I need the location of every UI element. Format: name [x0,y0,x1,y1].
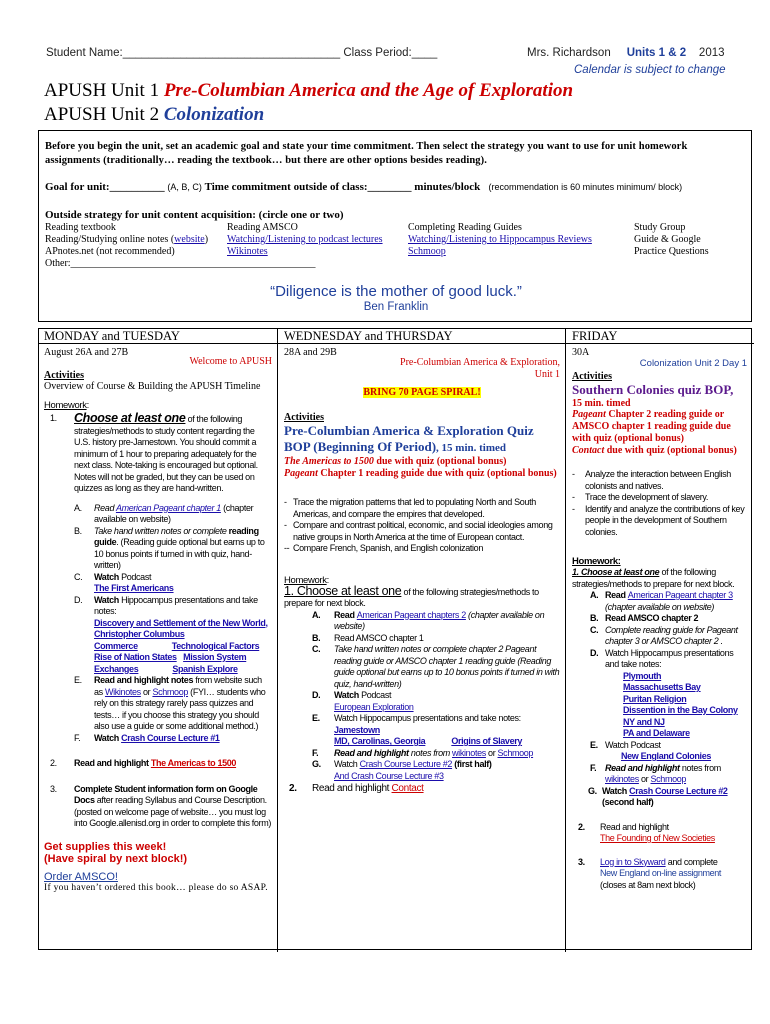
wed-activities-label: Activities [284,412,324,423]
strategy-other[interactable]: Other:_________________________________________________ [45,258,316,269]
wed-c-label: C. [312,644,321,654]
wed-origins-slavery-link[interactable]: Origins of Slavery [451,736,523,746]
goal-line [45,181,682,193]
fri-objective-2-text: Trace the development of slavery. [585,492,709,502]
wed-b-text: Read AMSCO chapter 1 [334,632,424,643]
wed-due-2-rest: Chapter 1 reading guide due with quiz (optional bonus) [317,468,557,479]
fri-due-1-title: Pageant [572,409,606,420]
mon-schmoop-link[interactable]: Schmoop [152,686,189,697]
fri-ny-nj-link[interactable]: NY and NJ [623,716,665,727]
mon-d-text: Hippocampus presentations and take notes: [94,594,258,616]
mon-tech-factors-link[interactable]: Technological Factors [171,640,260,651]
mon-crash-course-1-link[interactable]: Crash Course Lecture #1 [121,732,220,743]
wed-schmoop-link[interactable]: Schmoop [497,747,534,758]
fri-hippocampus-links [605,671,747,740]
teacher-line [527,47,725,59]
mon-spanish-explore-link[interactable]: Spanish Explore [172,663,238,674]
wed-contact-link[interactable]: Contact [391,783,424,794]
fri-topic: Colonization Unit 2 Day 1 [639,358,747,369]
fri-choose: 1. Choose at least one [572,567,660,577]
fri-a-rest: (chapter available on website) [605,601,715,612]
fri-objective-1: - Analyze the interaction between English colonists and natives. [572,469,731,491]
wed-e-label: E. [312,713,320,723]
monday-column: MONDAY and TUESDAY August 26A and 27B Welcome to APUSH Activities Overview of Course & Building the APUSH Timeline Homework: 1. Choose at least one of the following strategies/methods to study content regarding the U.S. history pre-Jamestown. You should commit a minimum of 1 hour to preparing adequately for the next class. Note-taking is encouraged but optional. Notes will not be graded, but they can be used on quizzes as long as they are hand-written. A. Read American Pageant chapter 1 (chapter available on website) B. Take hand written notes or complete reading guide. (Reading guide optional but earns up to 10 bonus points if turned in with quiz, hand-written) C. Watch Podcast The First Americans D. Watch Hippocampus presentations and take notes: Discovery and Settlement of the New World, Christopher Columbus Commerce Technological Factors Rise of Nation States Mission System Exchanges Spanish Explore E. Read and highlight notes from website such as Wikinotes or Schmoop (FYI… students who rely on this strategy rarely pass quizzes and tests… if you choose this strategy you should also use a guide or some additional method.) F. Watch Crash Course Lecture #1 2. Read and highlight The Americas to 1500 3. Complete Student information form on Google Docs after reading Syllabus and Course Description. (posted on welcome page of website… you must log into Google.allenisd.org in order to complete this form) Get supplies this week! (Have spiral by next block!) Order AMSCO! If you haven’t ordered this book… please do so ASAP. [44,329,272,893]
wed-objective-2: - Compare and contrast political, economic, and social ideologies among native groups in North America at the time of European contact. [284,520,553,542]
mon-hw1 [44,413,272,495]
wed-due-2 [284,468,560,480]
strategy-col-4 [634,222,709,258]
wed-d-text: Podcast [358,690,392,700]
fri-f-label: F. [590,762,597,773]
mon-b-text: Take hand written notes or complete [94,525,229,536]
wed-g-watch: Watch [334,759,360,769]
student-name-line: Student Name:__________________________________ Class Period:____ [46,47,438,59]
mon-pageant-ch1-link[interactable]: American Pageant chapter 1 [115,502,221,513]
mon-a-label: A. [74,502,82,513]
fri-e-text: Watch Podcast [605,739,661,750]
fri-hw1 [572,567,747,590]
fri-a-label: A. [590,590,599,600]
fri-crash-course-2-link[interactable]: Crash Course Lecture #2 [629,785,728,796]
friday-column [572,329,747,891]
mon-hw1-d [44,595,272,676]
wed-hw1-f [284,748,560,760]
strategy-heading: Outside strategy for unit content acquisition: (circle one or two) [45,209,344,221]
mon-americas-1500-link[interactable]: The Americas to 1500 [150,758,237,768]
wed-a-label: A. [312,609,321,620]
mon-nation-states-link[interactable]: Rise of Nation States [94,652,177,662]
online-notes-close: ) [204,234,209,245]
mon-hw1-a [44,503,272,526]
fri-homework-label: Homework: [572,556,621,567]
fri-objectives [572,469,747,538]
wed-hw1-g [284,759,560,782]
wed-b-label: B. [312,632,321,643]
wednesday-column: WEDNESDAY and THURSDAY 28A and 29B Pre-Columbian America & Exploration, Unit 1 BRING 70 PAGE SPIRAL! Activities Pre-Columbian America & Exploration Quiz BOP (Beginning Of Period), 15 min. timed The Americas to 1500 due with quiz (optional bonus) Pageant Chapter 1 reading guide due with quiz (optional bonus) - Trace the migration patterns that led to populating North and South Americas, and compare the empires that developed. - Compare and contrast political, economic, and social ideologies among native groups in North America at the time of European contact. -- Compare French, Spanish, and English colonization Homework: 1. Choose at least one of the following strategies/methods to prepare for next block. A. Read American Pageant chapters 2 (chapter available on website) B. Read AMSCO chapter 1 C. Take hand written notes or complete chapter 2 Pageant reading guide or AMSCO chapter 1 reading guide (Reading guide optional but earns up to 10 bonus points if turned in with quiz, hand-written) D. Watch Podcast European Exploration E. Watch Hippocampus presentations and take notes: Jamestown MD, Carolinas, Georgia Origins of Slavery F. Read and highlight notes from wikinotes or Schmoop G. Watch Crash Course Lecture #2 (first half) And Crash Course Lecture #3 2. Read and highlight Contact [284,329,560,794]
wed-quiz-time: , 15 min. timed [436,442,507,454]
fri-objective-1-text: Analyze the interaction between English colonists and natives. [585,469,731,491]
year: 2013 [698,47,725,59]
wed-f-label: F. [312,747,319,758]
fri-hw2-num: 2. [578,821,585,832]
fri-hw3-num: 3. [578,856,585,867]
fri-hw3-text: and complete [665,856,718,867]
mon-hw2 [44,758,272,770]
monday-activities-label: Activities [44,370,84,381]
podcast-lectures-link[interactable]: Watching/Listening to podcast lectures [227,234,383,245]
units-label: Units 1 & 2 [626,47,687,59]
wed-e-text: Watch Hippocampus presentations and take notes: [334,713,521,723]
wed-crash-course-3-link[interactable]: And Crash Course Lecture #3 [334,770,444,781]
fri-d-text: Watch Hippocampus presentations and take notes: [605,647,734,669]
wed-objectives [284,497,560,555]
supplies-notice: Get supplies this week! [44,840,167,853]
strategy-study-group[interactable]: Study Group [634,222,686,233]
wed-hw1-e [284,713,560,748]
quote: “Diligence is the mother of good luck.” [270,283,522,300]
wed-wikinotes-link[interactable]: wikinotes [452,747,486,758]
fri-mass-bay-link[interactable]: Massachusetts Bay [623,682,701,692]
wed-hw2-text: Read and highlight [312,783,392,794]
unit2-topic: Colonization [163,104,265,125]
fri-quiz-time: 15 min. timed [572,398,631,409]
fri-c-text: Complete reading guide for Pageant chapter 3 or AMSCO chapter 2 . [605,624,738,646]
wed-objective-3: -- Compare French, Spanish, and English colonization [284,543,483,553]
mon-hw1-rest: of the following strategies/methods to study content regarding the U.S. history pre-Jamestown. You should commit a minimum of 1 hour to preparing adequately for the next class. Note-taking is encouraged but optional. Notes will not be graded, but they can be used on quizzes as long as they are hand-written. [74,414,258,493]
online-notes-label: Reading/Studying online notes ( [45,234,175,245]
fri-b-text: Read AMSCO chapter 2 [605,613,699,623]
fri-objective-3-text: Identify and analyze the contributions of key people in the development of Southern colonies. [585,503,745,537]
mon-hw1-b [44,526,272,572]
welcome-text: Welcome to APUSH [189,356,272,367]
mon-e-label: E. [74,675,82,685]
fri-due-1 [572,409,747,445]
mon-hw3-bold: Complete Student information form on Google Docs [74,783,258,805]
fri-due-2-title: Contact [572,445,605,456]
goal-intro: Before you begin the unit, set an academic goal and state your time commitment. Then select the strategy you want to use for unit homework assignments (traditionally… reading the textbook… but there are other options besides reading). [45,141,688,166]
wed-objective-1-text: Trace the migration patterns that led to populating North and South Americas, and compare the empires that developed. [293,497,536,519]
wed-crash-course-2-link[interactable]: Crash Course Lecture #2 [359,759,453,769]
fri-d-label: D. [590,647,599,658]
goal-options: (A, B, C) [167,182,202,192]
wed-european-exploration-link[interactable]: European Exploration [334,701,414,712]
fri-hw1-b [572,613,747,625]
fri-wikinotes-link[interactable]: wikinotes [605,774,639,784]
fri-hw1-c [572,625,747,648]
quote-author: Ben Franklin [363,301,429,313]
fri-hw2 [572,822,747,845]
mon-d-label: D. [74,594,83,605]
fri-new-england-link[interactable]: New England Colonies [621,751,712,761]
fri-schmoop-link[interactable]: Schmoop [650,774,687,784]
wed-topic: Pre-Columbian America & Exploration, Unit 1 [400,357,560,380]
wed-due-1-rest: due with quiz (optional bonus) [373,456,507,467]
monday-homework-label: Homework [44,400,87,411]
fri-g-rest: (second half) [602,797,654,807]
wed-g-rest: (first half) [452,759,492,769]
mon-hw1-c [44,572,272,595]
fri-f-bold: Read and highlight [605,762,680,773]
wed-pageant-ch2-link[interactable]: American Pageant chapters 2 [356,609,466,620]
fri-hw1-d [572,648,747,740]
mon-f-watch: Watch [94,732,122,743]
strategy-guide-google[interactable]: Guide & Google [634,234,701,245]
fri-quiz-title: Southern Colonies quiz BOP, [572,382,734,397]
wed-d-label: D. [312,690,321,700]
page-title-unit2 [44,104,264,126]
strategy-reading-amsco[interactable]: Reading AMSCO [227,222,298,233]
wed-hw1-c [284,644,560,690]
fri-a-read: Read [605,590,628,600]
wed-a-read: Read [334,609,357,620]
fri-hw2-text: Read and highlight [600,821,669,832]
fri-g-label: G. [588,785,597,796]
teacher-name: Mrs. Richardson [527,47,611,59]
fri-puritan-link[interactable]: Puritan Religion [623,693,687,704]
monday-overview: Overview of Course & Building the APUSH Timeline [44,381,261,392]
mon-hw1-num: 1. [50,413,57,423]
goal-box [38,130,752,322]
fri-f-text: notes from [679,762,721,773]
mon-first-americans-link[interactable]: The First Americans [94,583,174,593]
wed-f-or: or [485,747,498,758]
fri-hw1-g [572,786,747,809]
time-note: (recommendation is 60 minutes minimum/ block) [488,182,683,192]
friday-date: 30A [572,347,590,358]
wed-homework-label: Homework [284,574,327,586]
fri-dissention-link[interactable]: Dissention in the Bay Colony [623,705,738,715]
calendar-note: Calendar is subject to change [574,64,726,76]
strategy-practice-questions[interactable]: Practice Questions [634,246,709,257]
friday-heading: FRIDAY [572,329,618,343]
mon-d-watch: Watch [94,594,119,605]
wed-hw2-num: 2. [289,783,297,794]
strategy-col-3 [408,222,592,258]
fri-founding-link[interactable]: The Founding of New Societies [600,833,715,843]
wed-due-2-title: Pageant [284,468,318,479]
goal-label: Goal for unit:__________ [45,181,165,193]
wikinotes-link[interactable]: Wikinotes [227,246,268,257]
wed-g-label: G. [312,759,321,769]
fri-g-watch: Watch [602,785,630,796]
wed-d-watch: Watch [334,690,359,700]
fri-b-label: B. [590,613,599,623]
fri-f-or: or [638,774,651,784]
wed-due-1 [284,456,560,468]
wed-f-bold: Read and highlight [334,747,409,758]
wed-hw2 [284,783,560,795]
mon-wikinotes-link[interactable]: Wikinotes [104,686,141,697]
unit1-prefix: APUSH Unit 1 [44,80,164,101]
mon-a-read: Read [94,502,116,513]
unit2-prefix: APUSH Unit 2 [44,104,164,125]
wed-hw1-a [284,610,560,633]
fri-skyward-link[interactable]: Log in to Skyward [600,856,666,867]
wed-objective-1: - Trace the migration patterns that led to populating North and South Americas, and compare the empires that developed. [284,497,536,519]
wed-jamestown-link[interactable]: Jamestown [334,724,380,735]
wed-objective-2-text: Compare and contrast political, economic, and social ideologies among native groups in North America at the time of European contact. [293,520,553,542]
fri-activities-label: Activities [572,371,612,382]
fri-hw1-e [572,740,747,763]
fri-c-label: C. [590,624,599,635]
mon-c-watch: Watch [94,571,119,582]
wed-choose: 1. Choose at least one [284,583,402,598]
fri-hw1-a [572,590,747,613]
page-title-unit1 [44,80,573,102]
fri-hw3-rest: (closes at 8am next block) [600,879,696,890]
mon-c-text: Podcast [118,571,152,582]
wed-due-1-title: The Americas to 1500 [284,456,374,467]
mon-b-bold: reading guide [94,525,259,547]
mon-e-or: or [140,686,153,697]
mon-b-label: B. [74,525,82,536]
wed-quiz [284,423,560,456]
wed-a-rest: (chapter available on website) [334,609,545,631]
bring-spiral-notice: BRING 70 PAGE SPIRAL! [363,387,481,398]
wednesday-heading: WEDNESDAY and THURSDAY [284,329,453,343]
fri-pageant-ch3-link[interactable]: American Pageant chapter 3 [627,590,733,600]
monday-heading: MONDAY and TUESDAY [44,329,180,343]
mon-commerce-link[interactable]: Commerce [94,640,138,651]
fri-hw1-rest: of the following strategies/methods to prepare for next block. [572,567,735,589]
hippocampus-reviews-link[interactable]: Watching/Listening to Hippocampus Reviews [408,234,592,245]
fri-plymouth-link[interactable]: Plymouth [623,670,662,681]
fri-hw3 [572,857,747,892]
order-amsco-link[interactable]: Order AMSCO! [44,870,118,883]
website-link[interactable]: website [174,234,205,245]
wed-hw1-b [284,633,560,645]
mon-hw1-e [44,675,272,733]
mon-e-rest: (FYI… students who rely on this strategy rarely pass quizzes and tests… if you choose this strategy you should also use a guide or some additional method.) [94,686,266,731]
wed-f-text: notes from [408,747,453,758]
strategy-col-2 [227,222,383,258]
strategy-reading-textbook[interactable]: Reading textbook [45,222,116,233]
col-divider-1 [277,328,278,952]
spiral-notice: (Have spiral by next block!) [44,852,188,865]
wed-hw1-rest: of the following strategies/methods to prepare for next block. [284,586,539,608]
mon-e-text: from website such as [94,675,262,697]
mon-hw2-text: Read and highlight [74,758,151,768]
mon-hw3-num: 3. [50,783,57,794]
schmoop-link[interactable]: Schmoop [408,246,446,257]
fri-pa-delaware-link[interactable]: PA and Delaware [623,728,690,738]
time-label: Time commitment outside of class:________ minutes/block [204,181,481,193]
mon-mission-system-link[interactable]: Mission System [183,652,247,662]
strategy-reading-guides[interactable]: Completing Reading Guides [408,222,522,233]
fri-objective-2: - Trace the development of slavery. [572,492,709,502]
fri-due-2-rest: due with quiz (optional bonus) [604,445,737,456]
mon-discovery-link[interactable]: Discovery and Settlement of the New World, Christopher Columbus [94,617,268,639]
order-note: If you haven’t ordered this book… please do so ASAP. [44,882,268,893]
mon-a-rest: (chapter available on website) [94,502,254,524]
mon-hw3-rest: after reading Syllabus and Course Description. (posted on welcome page of website… you must log into Google.allenisd.org in order to complete this form) [74,795,272,828]
wednesday-date: 28A and 29B [284,347,337,358]
wed-hw1 [284,583,560,610]
mon-hw3 [44,784,272,830]
mon-e-bold: Read and highlight notes [94,675,194,685]
mon-exchanges-link[interactable]: Exchanges [94,663,139,674]
fri-objective-3: - Identify and analyze the contributions of key people in the development of Southern colonies. [572,503,745,537]
fri-e-label: E. [590,739,598,750]
mon-c-label: C. [74,571,83,582]
fri-due-2 [572,445,747,457]
wed-c-text: Take hand written notes or complete chapter 2 Pageant reading guide or AMSCO chapter 1 reading guide (Reading guide optional but earns up to 10 bonus points if turned in with quiz, hand-written) [334,644,560,689]
fri-hw1-f [572,763,747,786]
mon-choose: Choose at least one [74,411,186,425]
col-divider-2 [565,328,566,952]
unit1-topic: Pre-Columbian America and the Age of Exploration [163,80,574,101]
wed-md-carolinas-link[interactable]: MD, Carolinas, Georgia [334,736,426,746]
wed-objective-3-text: Compare French, Spanish, and English colonization [293,543,483,553]
strategy-apnotes[interactable]: APnotes.net (not recommended) [45,246,175,257]
mon-hw2-num: 2. [50,758,57,768]
mon-hw1-f [44,733,272,745]
fri-hw3-assignment: New England on-line assignment [600,868,722,878]
mon-f-label: F. [74,732,81,743]
monday-date: August 26A and 27B [44,347,129,358]
mon-b-rest: . (Reading guide optional but earns up to 10 bonus points if turned in with quiz, hand-written) [94,537,265,570]
fri-due-1-rest: Chapter 2 reading guide or AMSCO chapter 1 reading guide due with quiz (optional bonus) [572,409,731,444]
wed-hw1-d [284,690,560,713]
wed-quiz-title: Pre-Columbian America & Exploration Quiz BOP (Beginning Of Period) [284,423,534,454]
